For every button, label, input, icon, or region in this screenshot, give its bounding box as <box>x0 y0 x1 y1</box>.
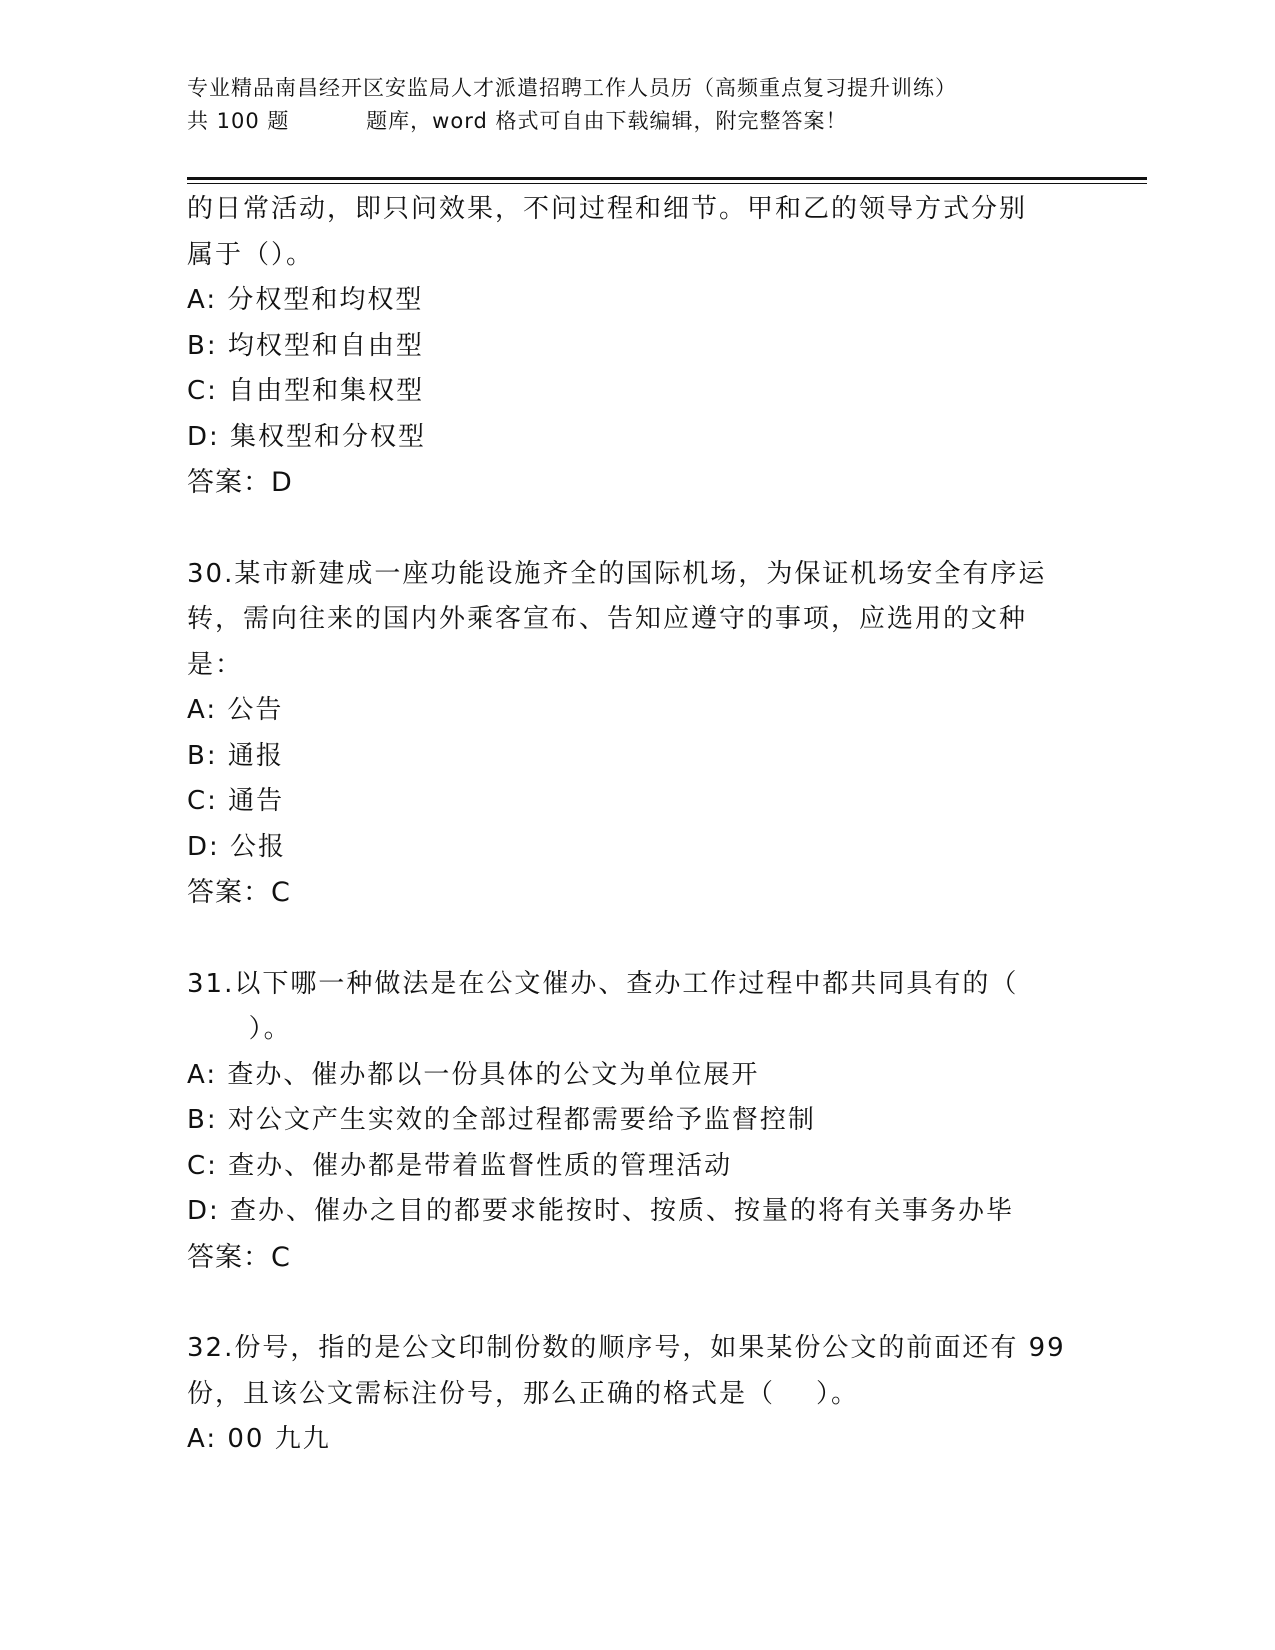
question-text-line: 32.份号，指的是公文印制份数的顺序号，如果某份公文的前面还有 99 <box>187 1333 1066 1363</box>
option-b: B: 通报 <box>187 740 284 771</box>
option-b: B: 均权型和自由型 <box>187 330 424 361</box>
option-d: D: 集权型和分权型 <box>187 421 427 452</box>
spacer <box>187 916 1087 962</box>
answer-line: 答案：C <box>187 877 291 908</box>
answer-line: 答案：D <box>187 467 293 498</box>
question-text-line: 转，需向往来的国内外乘客宣布、告知应遵守的事项，应选用的文种 <box>187 604 1028 634</box>
question-block-30 <box>187 552 1087 916</box>
question-block-29 <box>187 187 1087 506</box>
option-a: A: 公告 <box>187 695 284 725</box>
answer-line: 答案：C <box>187 1241 291 1273</box>
question-text-line: 的日常活动，即只问效果，不问过程和细节。甲和乙的领导方式分别 <box>187 194 1028 224</box>
question-text-line: ）。 <box>187 1014 292 1044</box>
option-c: C: 查办、催办都是带着监督性质的管理活动 <box>187 1150 733 1181</box>
question-text-line: 属于（）。 <box>187 239 315 270</box>
question-text-line: 是： <box>187 649 244 680</box>
question-text-line: 份，且该公文需标注份号，那么正确的格式是（ ）。 <box>187 1378 860 1409</box>
document-header <box>187 72 1147 138</box>
option-d: D: 查办、催办之目的都要求能按时、按质、按量的将有关事务办毕 <box>187 1196 1015 1226</box>
question-text-line: 31.以下哪一种做法是在公文催办、查办工作过程中都共同具有的（ <box>187 968 1019 999</box>
spacer <box>187 506 1087 552</box>
option-a: A: 分权型和均权型 <box>187 285 424 315</box>
option-c: C: 自由型和集权型 <box>187 376 425 406</box>
question-block-32 <box>187 1326 1087 1463</box>
header-subtitle: 共 100 题 题库，word 格式可自由下载编辑，附完整答案！ <box>187 109 848 133</box>
header-rule-thick <box>187 177 1147 180</box>
question-block-31 <box>187 962 1087 1281</box>
header-rule-thin <box>187 183 1147 184</box>
option-c: C: 通告 <box>187 786 285 816</box>
question-text-line: 30.某市新建成一座功能设施齐全的国际机场，为保证机场安全有序运 <box>187 558 1047 589</box>
header-title: 专业精品南昌经开区安监局人才派遣招聘工作人员历（高频重点复习提升训练） <box>187 76 957 100</box>
option-a: A: 00 九九 <box>187 1424 331 1454</box>
option-a: A: 查办、催办都以一份具体的公文为单位展开 <box>187 1059 760 1090</box>
question-content <box>187 187 1087 1463</box>
option-d: D: 公报 <box>187 831 287 862</box>
option-b: B: 对公文产生实效的全部过程都需要给予监督控制 <box>187 1105 816 1135</box>
spacer <box>187 1280 1087 1326</box>
